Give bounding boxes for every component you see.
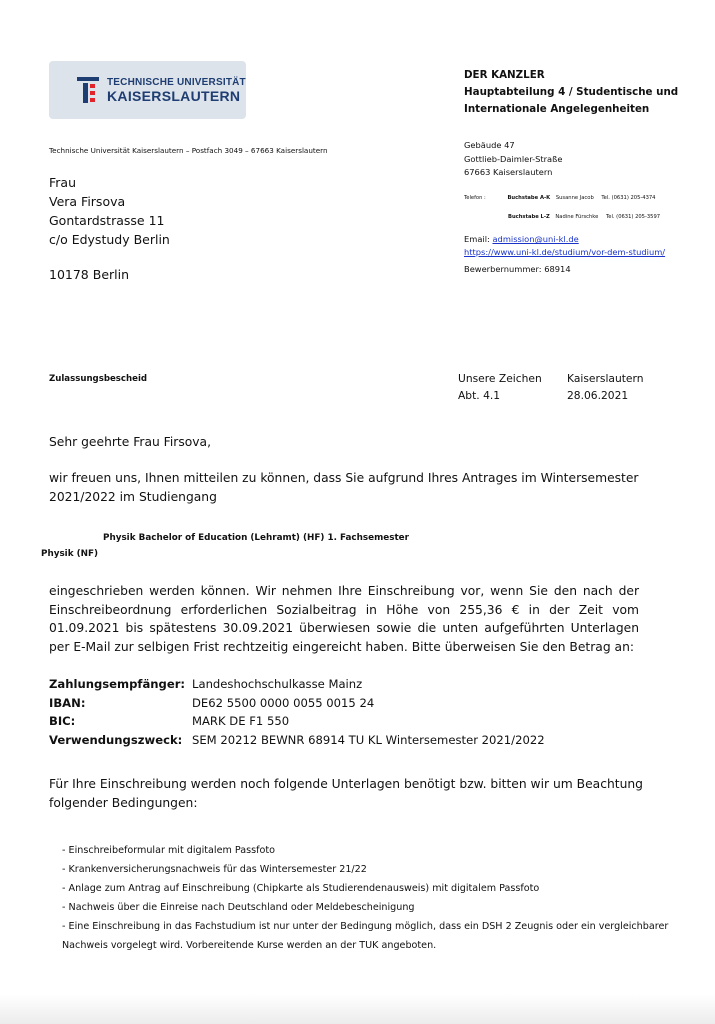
phone-person-1: Susanne Jacob [555,195,594,201]
contact-block [464,233,665,276]
email-link[interactable]: admission@uni-kl.de [492,234,579,244]
payment-key: BIC: [49,714,76,728]
list-item: - Nachweis über die Einreise nach Deutschland oder Meldebescheinigung [62,902,415,913]
list-item: - Eine Einschreibung in das Fachstudium ist nur unter der Bedingung möglich, dass ein DSH 2 Zeugnis oder ein vergleichbarer Nachweis vorgelegt wird. Vorbereitende Kurse werden an der TUK angeboten. [62,921,669,951]
payment-key: Zahlungsempfänger: [49,677,186,691]
website-link[interactable]: https://www.uni-kl.de/studium/vor-dem-studium/ [464,247,666,257]
program-name: Physik Bachelor of Education (Lehramt) (HF) 1. Fachsemester [103,533,409,543]
requirements-list [62,841,682,955]
logo-line-2: KAISERSLAUTERN [107,87,241,104]
recipient-address [49,173,170,284]
phone-number-2: Tel. (0631) 205-3597 [605,214,661,220]
recipient-street: Gontardstrasse 11 [49,213,165,228]
phone-person-2: Nadine Fürschke [555,214,599,220]
university-logo-icon [77,75,99,105]
phone-row-1 [464,195,655,202]
recipient-salutation: Frau [49,175,77,190]
payment-key: Verwendungszweck: [49,732,183,747]
program-minor: Physik (NF) [41,549,99,559]
list-item: - Krankenversicherungsnachweis für das Wintersemester 21/22 [62,864,367,875]
email-label: Email: [464,234,490,244]
payment-value: Landeshochschulkasse Mainz [192,677,363,691]
recipient-name: Vera Firsova [49,194,126,209]
payment-value: MARK DE F1 550 [192,714,290,728]
intro-paragraph: wir freuen uns, Ihnen mitteilen zu können, dass Sie aufgrund Ihres Antrages im Wintersemester 2021/2022 im Studiengang [49,471,639,504]
reference-label: Unsere Zeichen [458,372,542,385]
greeting: Sehr geehrte Frau Firsova, [49,435,211,449]
payment-key: IBAN: [49,695,86,710]
office-department: Hauptabteilung 4 / Studentische und [464,86,679,98]
letter-date: 28.06.2021 [567,389,629,402]
subject-line: Zulassungsbescheid [49,374,148,384]
office-city: 67663 Kaiserslautern [464,167,553,177]
recipient-co: c/o Edystudy Berlin [49,232,170,247]
enrollment-paragraph: eingeschrieben werden können. Wir nehmen Ihre Einschreibung vor, wenn Sie den nach der Einschreibeordnung erforderlichen Sozialbeitrag in Höhe von 255,36 € in der Zeit vom 01.09.2021 bis spätestens 30.09.2021 überwiesen sowie die unten aufgeführten Unterlagen per E-Mail zur selbigen Frist rechtzeitig eingereicht haben. Bitte überweisen Sie den Betrag an: [49,584,639,654]
letter-place: Kaiserslautern [567,372,644,385]
sender-address-line: Technische Universität Kaiserslautern – Postfach 3049 – 67663 Kaiserslautern [49,146,328,155]
payment-value: SEM 20212 BEWNR 68914 TU KL Wintersemester 2021/2022 [192,732,545,747]
office-department-cont: Internationale Angelegenheiten [464,103,650,115]
requirements-intro: Für Ihre Einschreibung werden noch folgende Unterlagen benötigt bzw. bitten wir um Beachtung folgender Bedingungen: [49,777,643,810]
applicant-number: Bewerbernummer: 68914 [464,264,571,274]
phone-letters-1: Buchstabe A-K [507,195,551,201]
reference-value: Abt. 4.1 [458,389,501,402]
phone-label: Telefon : [464,195,486,201]
list-item: - Einschreibeformular mit digitalem Passfoto [62,845,275,856]
office-address [464,139,562,180]
office-street: Gottlieb-Daimler-Straße [464,153,563,164]
phone-row-2 [508,214,660,221]
office-building: Gebäude 47 [464,140,515,150]
office-title: DER KANZLER [464,69,545,81]
office-header [464,67,704,118]
phone-number-1: Tel. (0631) 205-4374 [601,195,656,201]
university-logo [49,61,246,119]
payment-value: DE62 5500 0000 0055 0015 24 [192,695,375,710]
recipient-city: 10178 Berlin [49,267,130,282]
page-bottom-shadow [0,994,715,1024]
logo-line-1: TECHNISCHE UNIVERSITÄT [107,77,246,88]
phone-letters-2: Buchstabe L-Z [508,214,550,220]
list-item: - Anlage zum Antrag auf Einschreibung (Chipkarte als Studierendenausweis) mit digitalem Passfoto [62,883,540,894]
